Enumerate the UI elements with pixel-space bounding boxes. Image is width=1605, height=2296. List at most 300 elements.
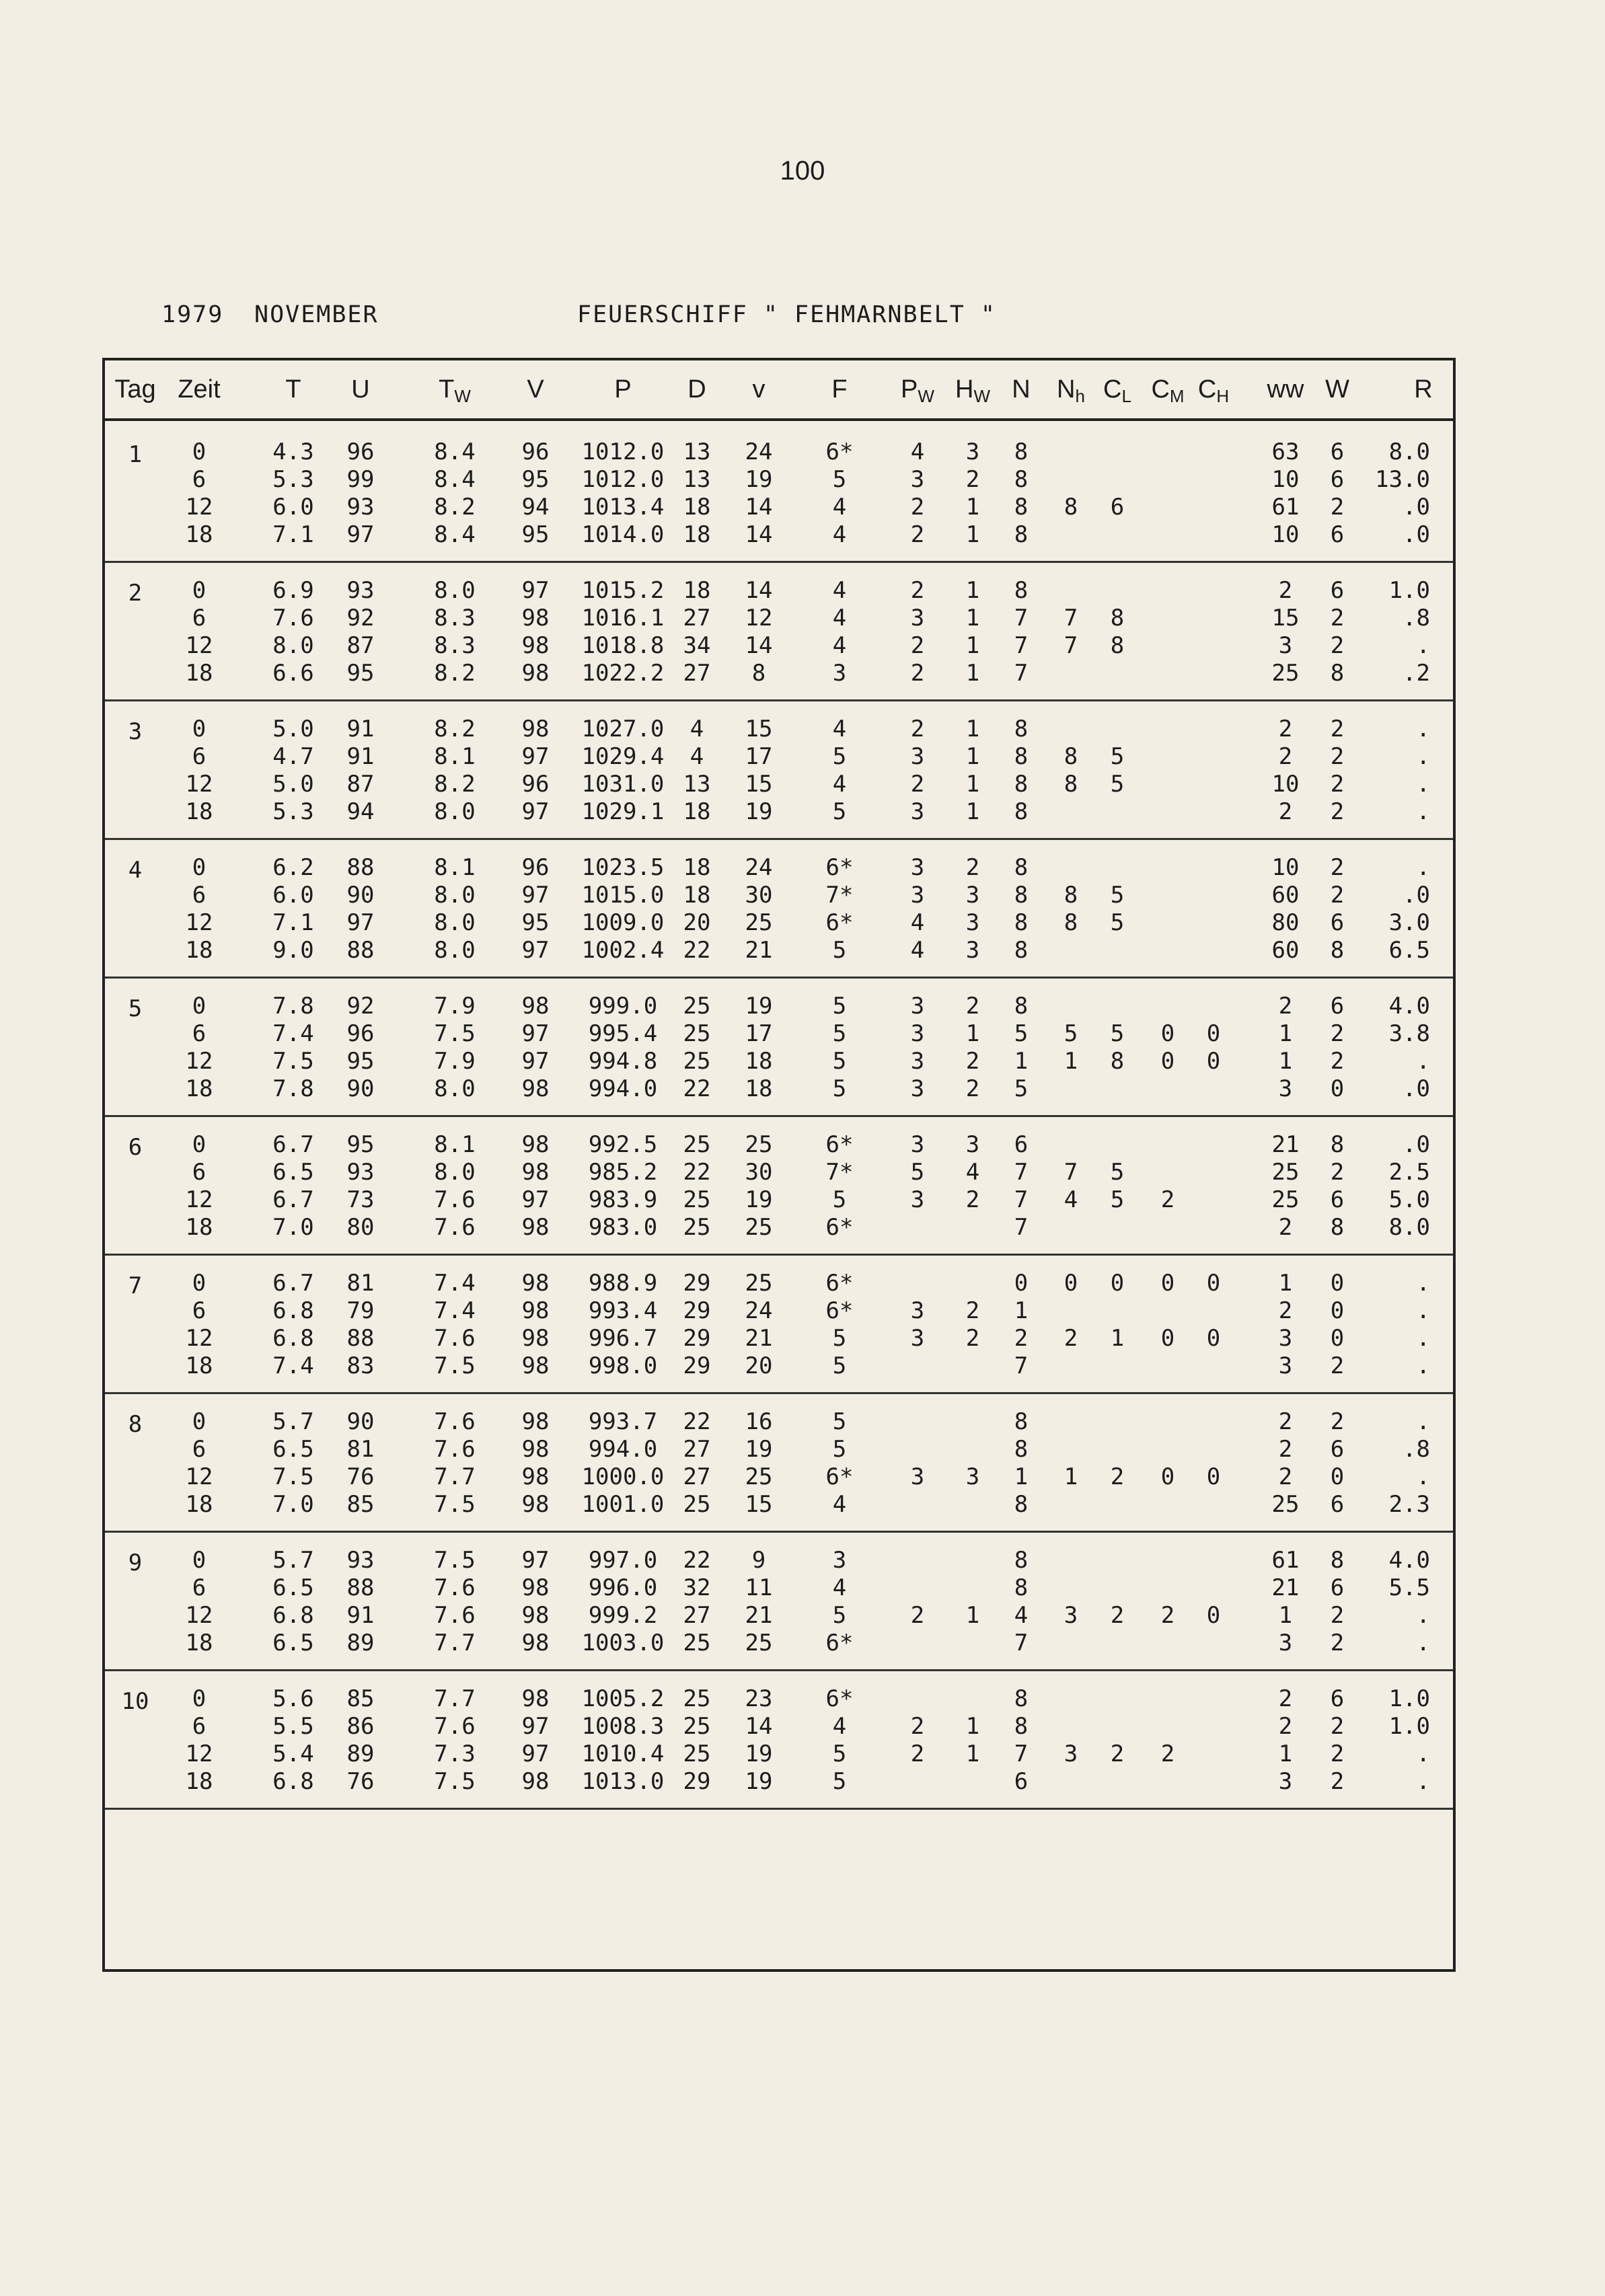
cell-V: 98 [521,716,550,742]
cell-zeit: 18 [185,798,213,825]
cell-v: 25 [745,1214,773,1241]
cell-CL: 8 [1110,1048,1125,1075]
cell-v: 15 [745,716,773,742]
cell-R: . [1416,632,1430,659]
cell-W: 6 [1330,909,1345,936]
day-group-8 [105,1392,1453,1533]
cell-v: 11 [745,1574,773,1601]
cell-Pw: 3 [910,1048,925,1075]
column-header-Tw [408,375,502,407]
table-row [105,1020,1453,1048]
column-header-label: v [752,375,766,404]
cell-R: . [1416,854,1430,881]
cell-Pw: 2 [910,716,925,742]
cell-Pw: 3 [910,1075,925,1102]
cell-Hw: 1 [965,1602,980,1629]
cell-ww: 3 [1278,1075,1293,1102]
cell-N: 1 [1014,1297,1029,1324]
table-row [105,798,1453,826]
cell-zeit: 18 [185,521,213,548]
cell-zeit: 0 [192,1131,207,1158]
cell-R: 1.0 [1388,577,1430,604]
cell-F: 5 [832,1768,847,1795]
cell-ww: 61 [1271,494,1300,521]
cell-P: 999.0 [588,993,658,1020]
cell-W: 2 [1330,798,1345,825]
cell-V: 98 [521,1270,550,1297]
cell-ww: 10 [1271,854,1300,881]
cell-ww: 2 [1278,743,1293,770]
cell-D: 29 [683,1297,711,1324]
cell-v: 18 [745,1048,773,1075]
cell-W: 6 [1330,1685,1345,1712]
cell-P: 1027.0 [581,716,665,742]
cell-Pw: 3 [910,1325,925,1352]
cell-U: 91 [346,1602,375,1629]
cell-N: 1 [1014,1463,1029,1490]
cell-CL: 5 [1110,1020,1125,1047]
column-header-subscript: W [973,386,990,406]
cell-Pw: 3 [910,882,925,909]
cell-ww: 2 [1278,1463,1293,1490]
month-heading: NOVEMBER [254,301,379,328]
cell-P: 1013.0 [581,1768,665,1795]
cell-Hw: 1 [965,660,980,687]
cell-zeit: 6 [192,466,207,493]
cell-ww: 21 [1271,1131,1300,1158]
cell-R: . [1416,743,1430,770]
cell-Nh: 2 [1063,1325,1078,1352]
cell-F: 5 [832,1436,847,1463]
cell-V: 98 [521,660,550,687]
cell-Hw: 1 [965,798,980,825]
cell-Nh: 1 [1063,1463,1078,1490]
cell-v: 19 [745,798,773,825]
cell-v: 21 [745,1602,773,1629]
cell-T: 6.7 [272,1270,314,1297]
cell-P: 1012.0 [581,466,665,493]
cell-W: 0 [1330,1270,1345,1297]
cell-R: 4.0 [1388,1547,1430,1574]
cell-D: 25 [683,1186,711,1213]
cell-F: 6* [825,1630,854,1656]
cell-V: 95 [521,466,550,493]
cell-T: 5.0 [272,771,314,798]
cell-D: 20 [683,909,711,936]
cell-ww: 1 [1278,1602,1293,1629]
cell-V: 97 [521,1048,550,1075]
cell-V: 98 [521,1214,550,1241]
cell-W: 8 [1330,660,1345,687]
cell-U: 99 [346,466,375,493]
cell-Tw: 7.3 [434,1740,476,1767]
cell-V: 96 [521,771,550,798]
table-row [105,771,1453,798]
cell-V: 98 [521,993,550,1020]
cell-v: 21 [745,1325,773,1352]
table-row [105,937,1453,964]
cell-Hw: 1 [965,577,980,604]
cell-Tw: 7.6 [434,1602,476,1629]
cell-Hw: 1 [965,1020,980,1047]
cell-F: 7* [825,1159,854,1186]
cell-U: 93 [346,494,375,521]
cell-Nh: 8 [1063,743,1078,770]
cell-v: 14 [745,1713,773,1740]
cell-D: 4 [689,743,704,770]
cell-Hw: 2 [965,466,980,493]
cell-v: 19 [745,1186,773,1213]
cell-U: 80 [346,1214,375,1241]
cell-Tw: 7.6 [434,1186,476,1213]
cell-R: 13.0 [1375,466,1430,493]
cell-D: 25 [683,1131,711,1158]
cell-P: 985.2 [588,1159,658,1186]
cell-U: 91 [346,716,375,742]
cell-F: 5 [832,993,847,1020]
table-row [105,1491,1453,1519]
cell-Tw: 7.4 [434,1297,476,1324]
cell-V: 98 [521,632,550,659]
day-group-6 [105,1115,1453,1256]
cell-ww: 2 [1278,1685,1293,1712]
cell-N: 7 [1014,1630,1029,1656]
table-row [105,521,1453,549]
cell-T: 6.8 [272,1768,314,1795]
cell-zeit: 6 [192,1713,207,1740]
cell-T: 6.5 [272,1574,314,1601]
cell-W: 2 [1330,1159,1345,1186]
cell-T: 6.5 [272,1159,314,1186]
cell-v: 17 [745,743,773,770]
cell-N: 8 [1014,577,1029,604]
cell-zeit: 12 [185,771,213,798]
cell-Pw: 5 [910,1159,925,1186]
cell-W: 6 [1330,438,1345,465]
cell-Tw: 7.9 [434,993,476,1020]
cell-CL: 6 [1110,494,1125,521]
cell-F: 5 [832,1602,847,1629]
table-row [105,716,1453,743]
cell-N: 7 [1014,632,1029,659]
cell-N: 6 [1014,1131,1029,1158]
cell-zeit: 12 [185,1740,213,1767]
column-header-subscript: W [918,386,934,406]
column-header-subscript: h [1075,386,1085,406]
cell-D: 25 [683,1491,711,1518]
cell-F: 5 [832,937,847,964]
column-header-label: C [1197,375,1217,404]
cell-CL: 5 [1110,1159,1125,1186]
cell-U: 96 [346,438,375,465]
cell-zeit: 12 [185,1186,213,1213]
cell-N: 8 [1014,494,1029,521]
day-group-2 [105,561,1453,701]
cell-Tw: 8.0 [434,1075,476,1102]
cell-V: 94 [521,494,550,521]
cell-P: 1005.2 [581,1685,665,1712]
cell-T: 6.7 [272,1186,314,1213]
cell-F: 5 [832,1020,847,1047]
cell-W: 2 [1330,1408,1345,1435]
cell-D: 25 [683,993,711,1020]
table-row [105,1685,1453,1713]
cell-U: 92 [346,605,375,632]
cell-CL: 2 [1110,1602,1125,1629]
cell-zeit: 0 [192,716,207,742]
cell-P: 1009.0 [581,909,665,936]
cell-R: . [1416,1325,1430,1352]
cell-T: 5.3 [272,466,314,493]
column-header-label: T [439,375,455,404]
cell-N: 7 [1014,660,1029,687]
cell-ww: 2 [1278,1408,1293,1435]
cell-N: 8 [1014,882,1029,909]
cell-N: 8 [1014,798,1029,825]
cell-Pw: 3 [910,466,925,493]
cell-D: 25 [683,1048,711,1075]
cell-F: 6* [825,1297,854,1324]
cell-ww: 25 [1271,1186,1300,1213]
cell-D: 18 [683,577,711,604]
cell-D: 27 [683,1602,711,1629]
cell-Hw: 1 [965,1740,980,1767]
column-header-label: V [527,375,544,404]
cell-v: 19 [745,1740,773,1767]
cell-T: 5.3 [272,798,314,825]
cell-V: 95 [521,521,550,548]
cell-ww: 10 [1271,466,1300,493]
column-header-V [488,375,583,404]
cell-F: 4 [832,632,847,659]
cell-P: 1022.2 [581,660,665,687]
cell-T: 7.6 [272,605,314,632]
column-header-W [1290,375,1384,404]
day-group-7 [105,1254,1453,1394]
cell-Tw: 8.4 [434,466,476,493]
cell-V: 97 [521,743,550,770]
cell-F: 5 [832,1352,847,1379]
cell-v: 19 [745,1768,773,1795]
cell-D: 22 [683,1075,711,1102]
cell-R: . [1416,1768,1430,1795]
cell-V: 98 [521,1325,550,1352]
cell-zeit: 6 [192,1436,207,1463]
cell-N: 1 [1014,1048,1029,1075]
cell-Hw: 1 [965,494,980,521]
cell-P: 997.0 [588,1547,658,1574]
cell-R: 3.0 [1388,909,1430,936]
cell-Pw: 3 [910,993,925,1020]
cell-W: 2 [1330,1713,1345,1740]
cell-U: 83 [346,1352,375,1379]
cell-P: 988.9 [588,1270,658,1297]
cell-V: 96 [521,854,550,881]
cell-V: 98 [521,1436,550,1463]
cell-Tw: 7.7 [434,1630,476,1656]
cell-Nh: 8 [1063,909,1078,936]
cell-D: 13 [683,771,711,798]
cell-zeit: 0 [192,1547,207,1574]
cell-Tw: 7.5 [434,1020,476,1047]
cell-R: 5.5 [1388,1574,1430,1601]
cell-N: 8 [1014,1685,1029,1712]
cell-W: 2 [1330,882,1345,909]
cell-V: 98 [521,1131,550,1158]
cell-N: 8 [1014,993,1029,1020]
cell-T: 7.8 [272,1075,314,1102]
cell-CM: 0 [1160,1463,1175,1490]
cell-N: 8 [1014,1408,1029,1435]
cell-V: 98 [521,1768,550,1795]
cell-v: 8 [751,660,766,687]
cell-zeit: 6 [192,1574,207,1601]
cell-Tw: 7.6 [434,1325,476,1352]
cell-Tw: 7.6 [434,1408,476,1435]
cell-W: 0 [1330,1463,1345,1490]
cell-V: 98 [521,1352,550,1379]
cell-F: 6* [825,438,854,465]
cell-D: 25 [683,1740,711,1767]
cell-F: 4 [832,771,847,798]
cell-N: 5 [1014,1075,1029,1102]
cell-v: 24 [745,438,773,465]
table-row [105,1713,1453,1740]
cell-U: 90 [346,882,375,909]
cell-N: 8 [1014,771,1029,798]
cell-U: 76 [346,1463,375,1490]
table-row [105,743,1453,771]
cell-zeit: 18 [185,1214,213,1241]
cell-U: 95 [346,1131,375,1158]
cell-R: . [1416,716,1430,742]
cell-Hw: 3 [965,438,980,465]
cell-R: 2.3 [1388,1491,1430,1518]
cell-R: . [1416,1048,1430,1075]
cell-CM: 0 [1160,1325,1175,1352]
cell-F: 5 [832,1740,847,1767]
observation-table [102,358,1456,1972]
cell-v: 19 [745,1436,773,1463]
cell-V: 97 [521,577,550,604]
cell-W: 2 [1330,771,1345,798]
cell-P: 1015.0 [581,882,665,909]
cell-zeit: 6 [192,743,207,770]
cell-T: 7.5 [272,1048,314,1075]
cell-zeit: 0 [192,854,207,881]
cell-zeit: 18 [185,1768,213,1795]
column-header-label: Zeit [178,375,221,404]
cell-N: 7 [1014,605,1029,632]
cell-V: 98 [521,1574,550,1601]
cell-Tw: 7.9 [434,1048,476,1075]
cell-Nh: 7 [1063,605,1078,632]
cell-U: 90 [346,1075,375,1102]
cell-Hw: 2 [965,854,980,881]
cell-P: 1029.4 [581,743,665,770]
cell-F: 6* [825,1685,854,1712]
cell-V: 95 [521,909,550,936]
table-row [105,660,1453,687]
cell-Tw: 7.5 [434,1768,476,1795]
day-number: 10 [121,1688,149,1715]
cell-Tw: 8.0 [434,1159,476,1186]
cell-P: 994.8 [588,1048,658,1075]
cell-P: 1029.1 [581,798,665,825]
cell-D: 22 [683,1159,711,1186]
cell-N: 8 [1014,854,1029,881]
cell-CL: 5 [1110,743,1125,770]
cell-P: 1001.0 [581,1491,665,1518]
table-row [105,1131,1453,1159]
column-header-label: ww [1267,375,1304,404]
cell-P: 993.4 [588,1297,658,1324]
cell-Tw: 8.2 [434,660,476,687]
cell-v: 12 [745,605,773,632]
cell-U: 91 [346,743,375,770]
cell-R: . [1416,1630,1430,1656]
cell-D: 22 [683,1408,711,1435]
cell-zeit: 12 [185,1048,213,1075]
cell-zeit: 6 [192,882,207,909]
cell-V: 97 [521,1713,550,1740]
day-number: 6 [128,1134,143,1161]
cell-Tw: 7.7 [434,1685,476,1712]
cell-Nh: 4 [1063,1186,1078,1213]
cell-Tw: 7.5 [434,1491,476,1518]
cell-zeit: 0 [192,993,207,1020]
cell-W: 8 [1330,1547,1345,1574]
cell-Hw: 1 [965,521,980,548]
cell-V: 97 [521,1547,550,1574]
table-row [105,632,1453,660]
column-header-label: P [614,375,632,404]
column-header-subscript: M [1169,386,1185,406]
cell-P: 1000.0 [581,1463,665,1490]
cell-W: 2 [1330,1602,1345,1629]
cell-W: 2 [1330,1768,1345,1795]
cell-Pw: 3 [910,798,925,825]
cell-Hw: 2 [965,993,980,1020]
table-row [105,1463,1453,1491]
cell-T: 4.3 [272,438,314,465]
cell-V: 96 [521,438,550,465]
cell-T: 7.0 [272,1214,314,1241]
cell-T: 7.4 [272,1352,314,1379]
cell-R: 8.0 [1388,438,1430,465]
cell-v: 15 [745,771,773,798]
cell-Pw: 2 [910,1713,925,1740]
cell-CL: 8 [1110,605,1125,632]
cell-P: 996.0 [588,1574,658,1601]
cell-Tw: 8.4 [434,521,476,548]
cell-Tw: 8.1 [434,1131,476,1158]
table-row [105,1048,1453,1075]
cell-ww: 2 [1278,1713,1293,1740]
cell-N: 7 [1014,1740,1029,1767]
cell-P: 983.0 [588,1214,658,1241]
cell-zeit: 6 [192,605,207,632]
cell-N: 8 [1014,909,1029,936]
cell-Pw: 3 [910,1297,925,1324]
column-header-label: N [1057,375,1076,404]
column-header-v [712,375,806,404]
cell-U: 95 [346,1048,375,1075]
table-row [105,993,1453,1020]
table-row [105,1186,1453,1214]
cell-N: 4 [1014,1602,1029,1629]
cell-P: 1015.2 [581,577,665,604]
